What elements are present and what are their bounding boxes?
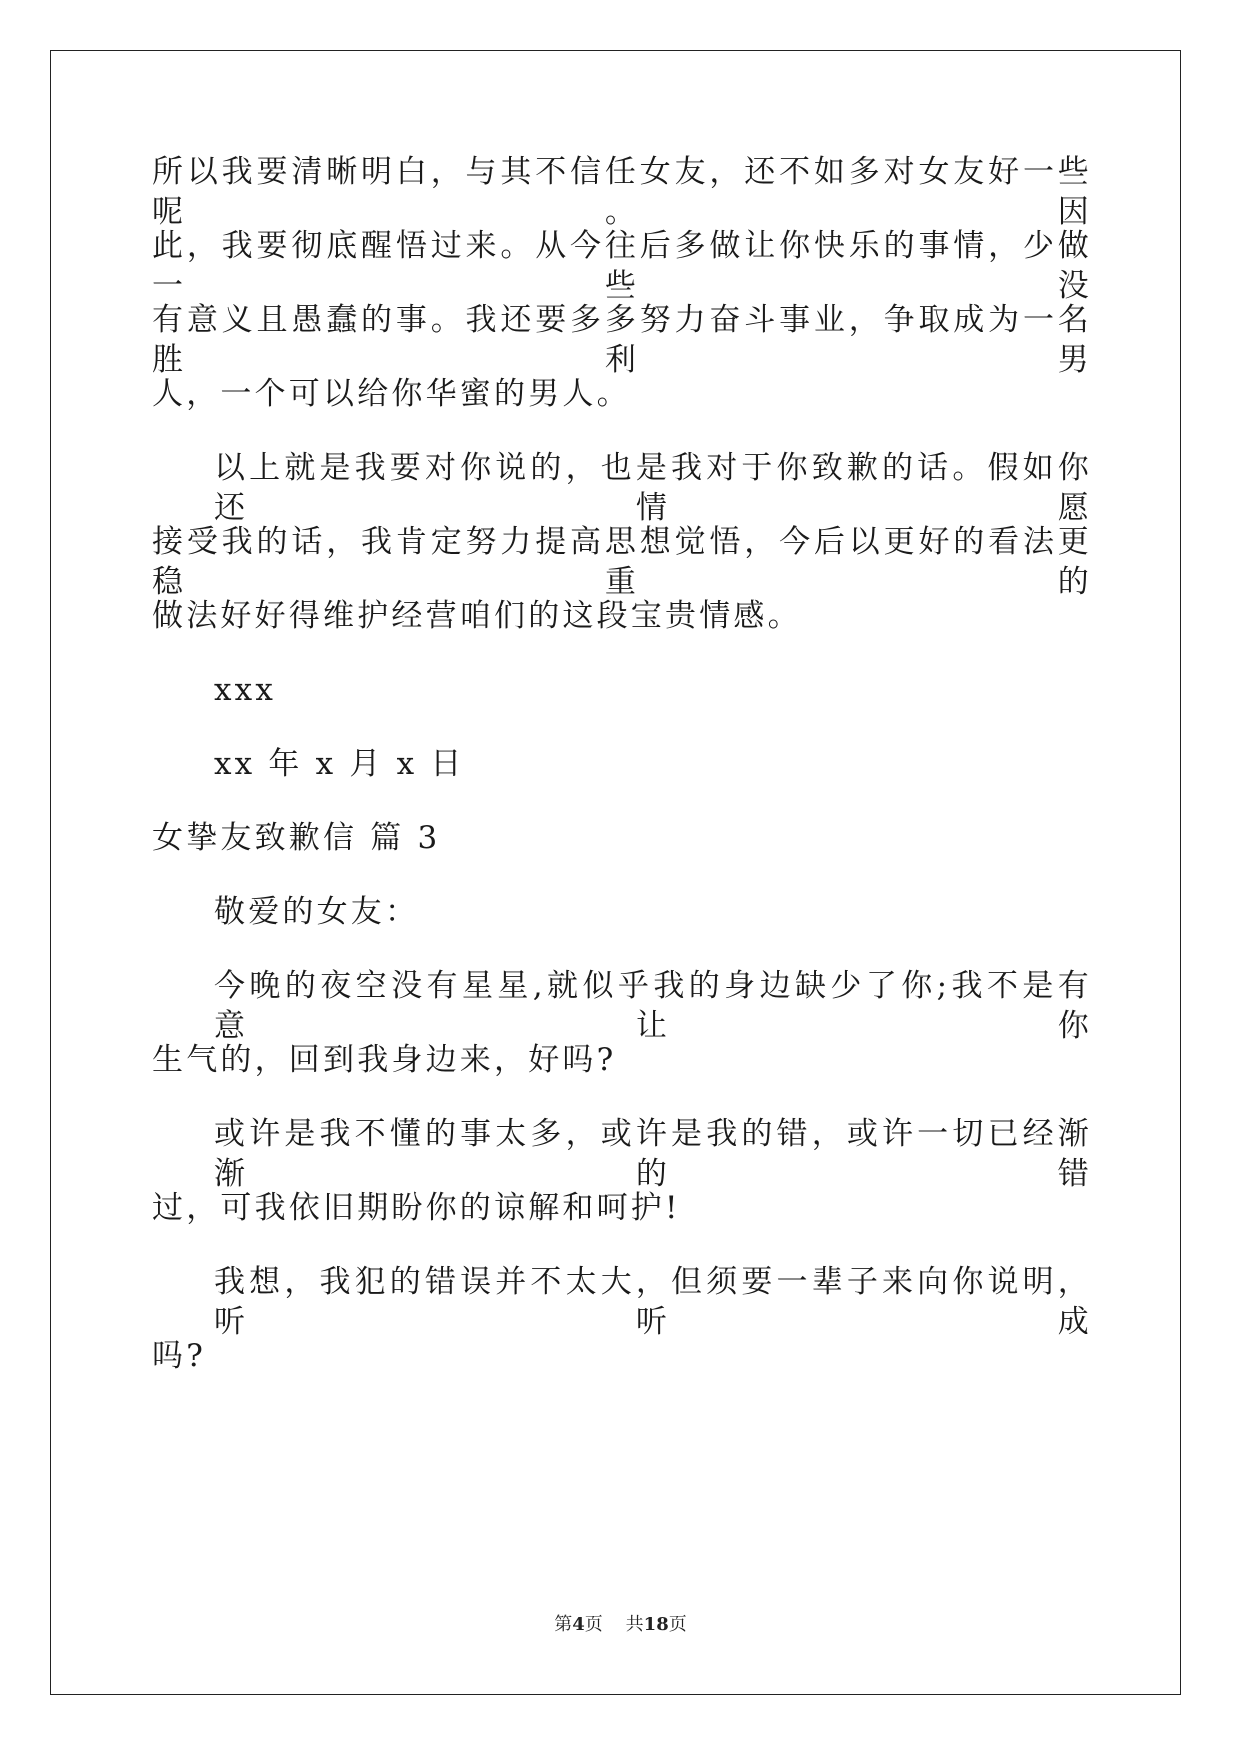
- salutation: 敬爱的女友：: [214, 894, 420, 930]
- body-text-line: 做法好好得维护经营咱们的这段宝贵情感。: [152, 598, 802, 634]
- body-text-line: 人，一个可以给你华蜜的男人。: [152, 376, 631, 412]
- body-text-line: 所以我要清晰明白，与其不信任女友，还不如多对女友好一些呢。因: [152, 154, 1092, 230]
- body-text-line: 我想，我犯的错误并不太大，但须要一辈子来向你说明，听听成: [214, 1264, 1092, 1340]
- body-text-line: 过，可我依旧期盼你的谅解和呵护!: [152, 1190, 681, 1226]
- footer-prefix: 第: [554, 1614, 573, 1635]
- footer-page-number: 4: [572, 1614, 585, 1635]
- body-text-line: 此，我要彻底醒悟过来。从今往后多做让你快乐的事情，少做一些没: [152, 228, 1092, 304]
- section-heading: 女挚友致歉信 篇 3: [152, 820, 441, 856]
- body-text-line: 吗?: [152, 1338, 207, 1374]
- footer-page-label: 页: [584, 1614, 603, 1635]
- body-text-line: 生气的，回到我身边来，好吗?: [152, 1042, 617, 1078]
- body-text-line: 有意义且愚蠢的事。我还要多多努力奋斗事业，争取成为一名胜利男: [152, 302, 1092, 378]
- page-footer: [0, 1614, 1241, 1636]
- footer-total-label: 页: [668, 1614, 687, 1635]
- body-text-line: 或许是我不懂的事太多，或许是我的错，或许一切已经渐渐的错: [214, 1116, 1092, 1192]
- footer-total-prefix: 共: [625, 1614, 644, 1635]
- body-text-line: 接受我的话，我肯定努力提高思想觉悟，今后以更好的看法更稳重的: [152, 524, 1092, 600]
- date-line: xx 年 x 月 x 日: [214, 746, 465, 782]
- body-text-line: 今晚的夜空没有星星,就似乎我的身边缺少了你;我不是有意让你: [214, 968, 1092, 1044]
- signature: xxx: [214, 672, 277, 708]
- body-text-line: 以上就是我要对你说的，也是我对于你致歉的话。假如你还情愿: [214, 450, 1092, 526]
- footer-total-pages: 18: [643, 1614, 669, 1635]
